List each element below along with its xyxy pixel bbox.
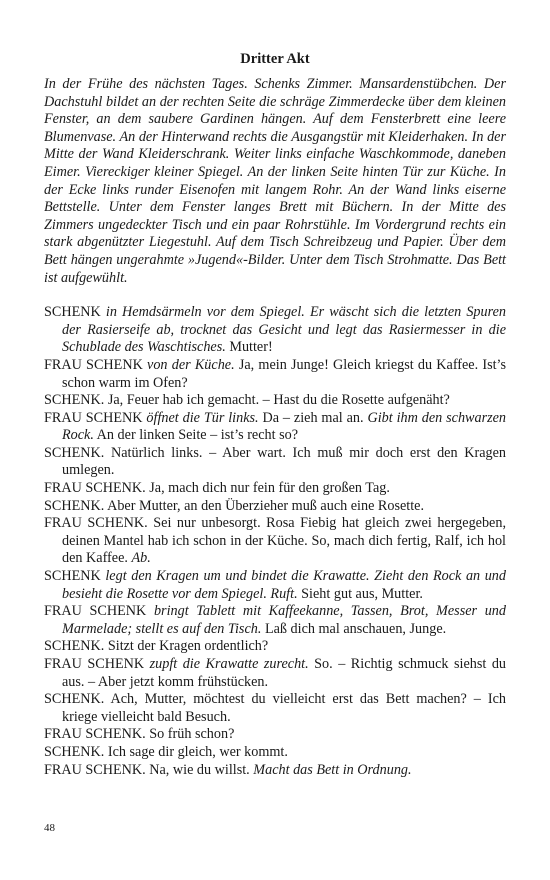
stage-direction-inline: von der Küche. (147, 356, 235, 373)
speaker: FRAU SCHENK (44, 656, 145, 672)
stage-direction-inline: Ab. (131, 550, 151, 567)
speech (44, 691, 506, 726)
stage-direction-inline: öffnet die Tür links. (146, 409, 259, 426)
speech (44, 480, 506, 498)
speech (44, 726, 506, 744)
speech (44, 445, 506, 480)
spoken-text: Ja, mach dich nur fein für den großen Tag. (149, 480, 390, 497)
speaker: FRAU SCHENK. (44, 726, 146, 743)
speech (44, 603, 506, 638)
stage-direction-inline: in Hemdsärmeln vor dem Spiegel. Er wäscht sich die letzten Spuren der Rasierseife ab, trocknet das Gesicht und legt das Rasiermesser in die Schublade des Waschtisches. (62, 304, 506, 356)
speech (44, 304, 506, 357)
stage-direction-inline: Macht das Bett in Ordnung. (253, 761, 412, 778)
speech (44, 357, 506, 392)
spoken-text: An der linken Seite – ist’s recht so? (96, 427, 299, 444)
speaker: SCHENK (44, 304, 101, 321)
speech (44, 410, 506, 445)
stage-direction-inline: bringt Tablett mit Kaffeekanne, Tassen, Brot, Messer und Marmelade; stellt es auf den Tisch. (62, 603, 506, 637)
spoken-text: So. – Richtig schmuck siehst du aus. – Aber jetzt komm frühstücken. (62, 656, 507, 690)
speaker: SCHENK. (44, 638, 105, 655)
speaker: FRAU SCHENK. (44, 515, 148, 532)
speaker: FRAU SCHENK (44, 356, 143, 373)
spoken-text: Ich sage dir gleich, wer kommt. (107, 743, 288, 760)
spoken-text: So früh schon? (149, 726, 235, 743)
speech (44, 638, 506, 656)
stage-direction: In der Frühe des nächsten Tages. Schenks Zimmer. Mansardenstübchen. Der Dachstuhl bildet an der rechten Seite die schräge Zimmerdecke über dem kleinen Fenster, an dem saubere Gardinen hängen. Auf dem Fensterbrett eine leere Blumenvase. An der Hinterwand rechts die Ausgangstür mit Kleiderhaken. In der Mitte der Wand Kleiderschrank. Weiter links einfache Waschkommode, daneben Eimer. Viereckiger kleiner Spiegel. An der linken Seite hinten Tür zur Küche. In der Ecke links runder Eisenofen mit langem Rohr. An der Wand links eiserne Bettstelle. Unter dem Fenster langes Brett mit Büchern. In der Mitte des Zimmers ungedeckter Tisch und ein paar Rohrstühle. Im Vordergrund rechts ein stark abgenützter Liegestuhl. Auf dem Tisch Schreibzeug und Papier. Über dem Bett hängen ungerahmte »Jugend«-Bilder. Unter dem Tisch Strohmatte. Das Bett ist aufgewühlt. (44, 76, 506, 286)
speaker: SCHENK (44, 568, 101, 585)
speech (44, 392, 506, 410)
spoken-text: Ja, Feuer hab ich gemacht. – Hast du die Rosette aufgenäht? (107, 392, 450, 409)
spoken-text: Sitzt der Kragen ordentlich? (107, 638, 269, 655)
speaker: SCHENK. (44, 497, 105, 514)
speaker: SCHENK. (44, 444, 105, 461)
speaker: SCHENK. (44, 743, 105, 760)
speech (44, 656, 506, 691)
act-title: Dritter Akt (240, 51, 310, 67)
spoken-text: Aber Mutter, an den Überzieher muß auch eine Rosette. (107, 497, 425, 514)
stage-direction-inline: Ruft. (270, 585, 298, 602)
speaker: FRAU SCHENK. (44, 761, 146, 778)
speaker: FRAU SCHENK (44, 603, 147, 620)
speech (44, 744, 506, 762)
spoken-text: Laß dich mal anschauen, Junge. (264, 620, 447, 637)
page-number: 48 (44, 822, 55, 834)
speaker: SCHENK. (44, 691, 105, 708)
spoken-text: Sieht gut aus, Mutter. (301, 585, 423, 602)
stage-direction-inline: legt den Kragen um und bindet die Krawatte. Zieht den Rock an und besieht die Rosette vor dem Spiegel. (62, 568, 506, 602)
spoken-text: Mutter! (229, 339, 273, 356)
speech (44, 568, 506, 603)
speech (44, 515, 506, 568)
stage-direction-inline: Gibt ihm den schwarzen Rock. (62, 409, 507, 444)
spoken-text: Natürlich links. – Aber wart. Ich muß mir doch erst den Kragen umlegen. (62, 444, 507, 479)
stage-direction-inline: zupft die Krawatte zurecht. (149, 656, 309, 672)
speech (44, 762, 506, 780)
speech (44, 498, 506, 516)
spoken-text: Ja, mein Junge! Gleich kriegst du Kaffee. Ist’s schon warm im Ofen? (62, 356, 507, 391)
spoken-text: Sei nur unbesorgt. Rosa Fiebig hat gleich zwei hergegeben, deinen Mantel hab ich schon in der Küche. So, mach dich fertig, Ralf, ich hol den Kaffee. (62, 515, 506, 567)
speaker: SCHENK. (44, 392, 105, 409)
speaker: FRAU SCHENK. (44, 480, 146, 497)
spoken-text: Da – zieh mal an. (262, 409, 364, 426)
speaker: FRAU SCHENK (44, 409, 143, 426)
spoken-text: Ach, Mutter, möchtest du vielleicht erst das Bett machen? – Ich kriege vielleicht bald Besuch. (62, 691, 506, 725)
spoken-text: Na, wie du willst. (149, 761, 250, 778)
dialogue (44, 304, 506, 779)
